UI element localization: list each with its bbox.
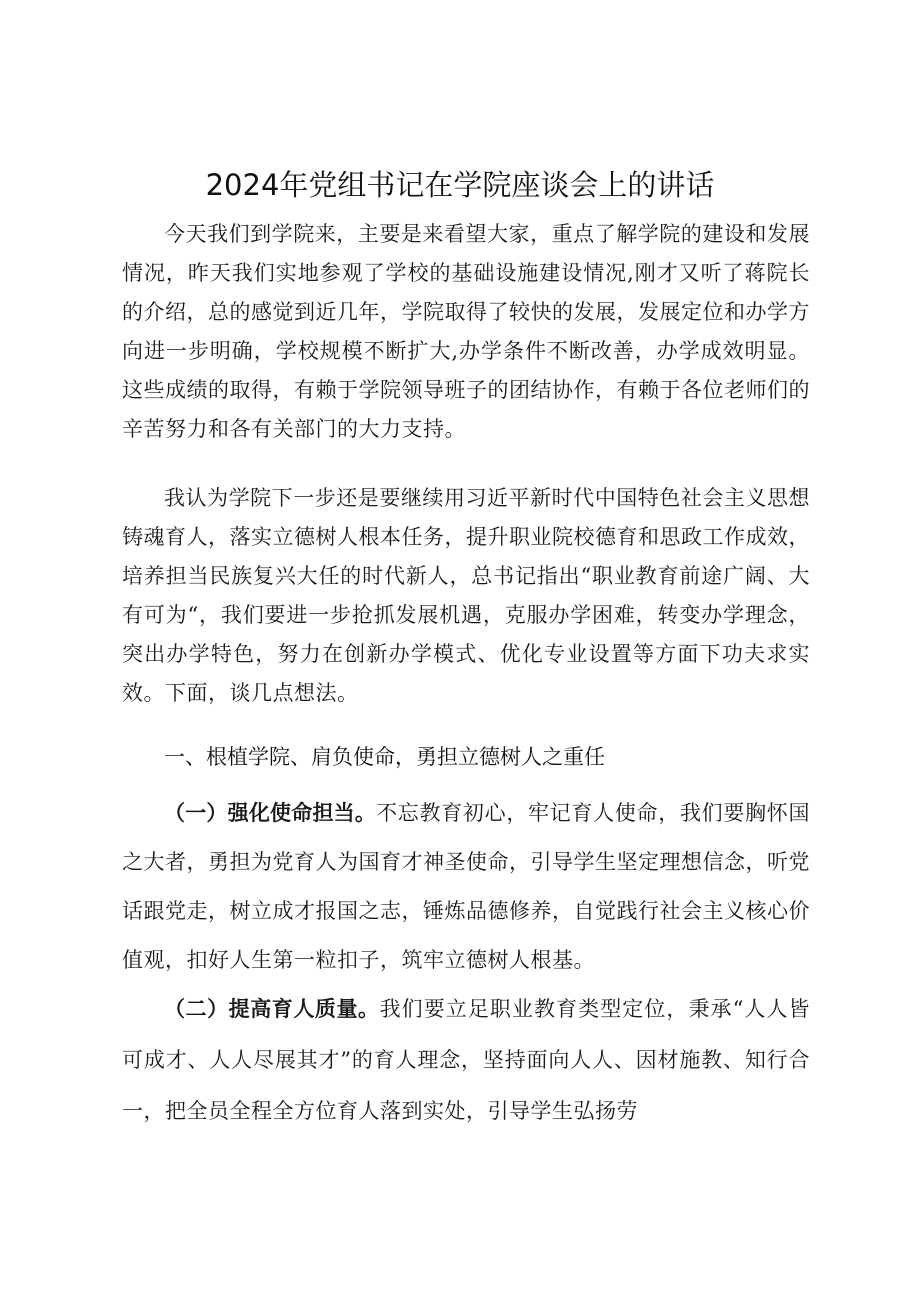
paragraph-intro: 今天我们到学院来，主要是来看望大家，重点了解学院的建设和发展情况，昨天我们实地参观了学校的基础设施建设情况,刚才又听了蒋院长的介绍，总的感觉到近几年，学院取得了较快的发展，发展定位和办学方向进一步明确，学校规模不断扩大,办学条件不断改善，办学成效明显。这些成绩的取得，有赖于学院领导班子的团结协作，有赖于各位老师们的辛苦努力和各有关部门的大力支持。 (122, 222, 810, 441)
section-heading-1: 一、根植学院、肩负使命，勇担立德树人之重任 (164, 745, 605, 769)
subsection-1-body: 不忘教育初心，牢记育人使命，我们要胸怀国之大者，勇担为党育人为国育才神圣使命，引导学生坚定理想信念，听党话跟党走，树立成才报国之志，锤炼品德修养，自觉践行社会主义核心价值观，扣好人生第一粒扣子，筑牢立德树人根基。 (122, 801, 811, 972)
document-title: 2024年党组书记在学院座谈会上的讲话 (205, 168, 715, 202)
subsection-2-lead: （二）提高育人质量。 (164, 997, 380, 1021)
subsection-2-paragraph (122, 984, 810, 1137)
paragraph-overview: 我认为学院下一步还是要继续用习近平新时代中国特色社会主义思想铸魂育人，落实立德树人根本任务，提升职业院校德育和思政工作成效，培养担当民族复兴大任的时代新人，总书记指出“职业教育前途广阔、大有可为“，我们要进一步抢抓发展机遇，克服办学困难，转变办学理念，突出办学特色，努力在创新办学模式、优化专业设置等方面下功夫求实效。下面，谈几点想法。 (122, 486, 810, 705)
subsection-1-lead: （一）强化使命担当。 (164, 801, 377, 825)
subsection-1-paragraph (122, 789, 810, 985)
subsection-2-body: 我们要立足职业教育类型定位，秉承“人人皆可成才、人人尽展其才”的育人理念，坚持面向人人、因材施教、知行合一，把全员全程全方位育人落到实处，引导学生弘扬劳 (122, 997, 811, 1123)
